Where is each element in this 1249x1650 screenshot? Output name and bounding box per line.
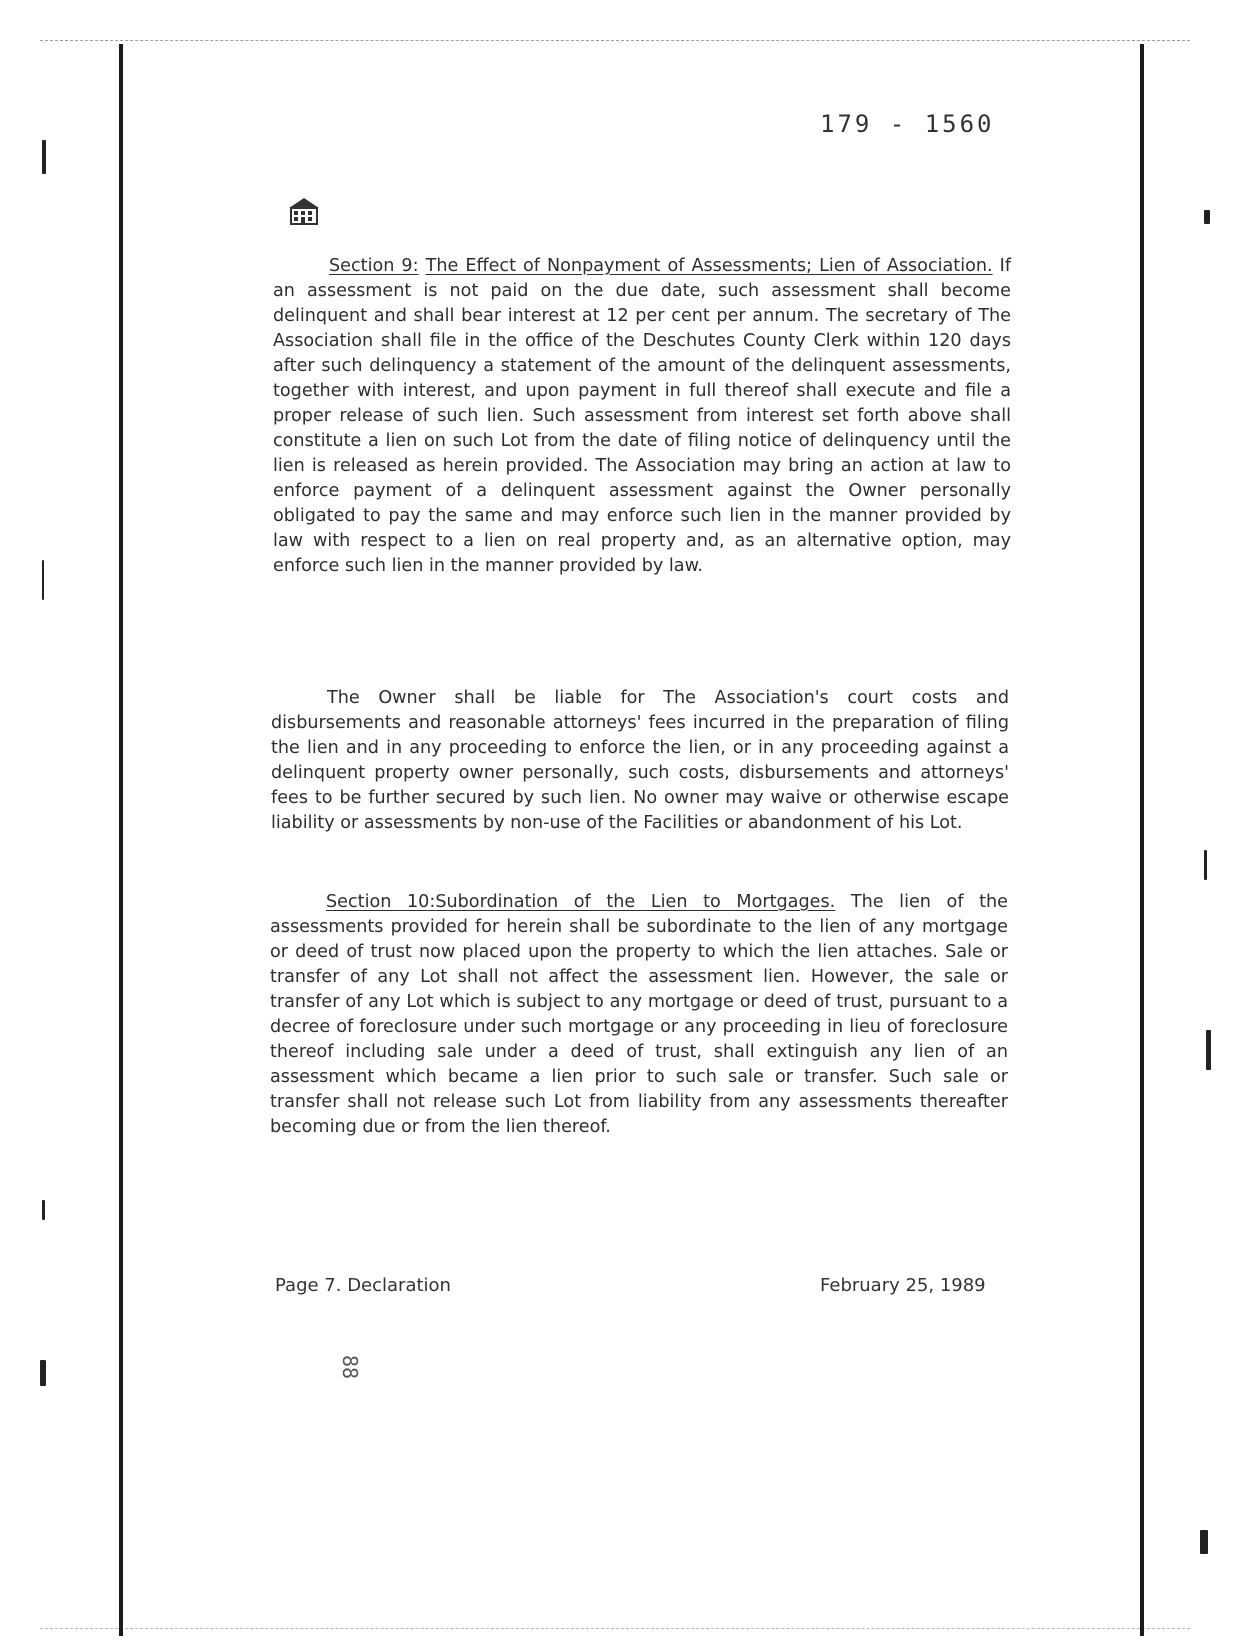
scan-speck [1204,210,1210,224]
section-9-paragraph [273,254,1011,579]
scan-speck [42,1200,45,1220]
scan-speck [42,140,46,174]
section-10-title: Subordination of the Lien to Mortgages. [435,892,836,912]
margin-mark: 88 [338,1354,363,1380]
section-10-paragraph [270,890,1008,1140]
scan-edge-top [40,40,1190,47]
footer-page-label: Page 7. Declaration [275,1275,451,1296]
house-icon [285,196,323,226]
footer-date: February 25, 1989 [820,1275,986,1296]
section-10-label: Section 10: [326,892,436,912]
owner-liability-paragraph: The Owner shall be liable for The Association's court costs and disbursements and reasonable attorneys' fees incurred in the preparation of filing the lien and in any proceeding to enforce the lien, or in any proceeding against a delinquent property owner personally, such costs, disbursements and attorneys' fees to be further secured by such lien. No owner may waive or otherwise escape liability or assessments by non-use of the Facilities or abandonment of his Lot. [271,688,1009,833]
right-scan-bar [1140,44,1144,1636]
scan-speck [1200,1530,1208,1554]
scan-speck [1206,1030,1211,1070]
scan-speck [40,1360,46,1386]
section-9-label: Section 9: [329,256,419,276]
section-9-body: If an assessment is not paid on the due date, such assessment shall become delinquent and shall bear interest at 12 per cent per annum. The secretary of The Association shall file in the office of the Deschutes County Clerk within 120 days after such delinquency a statement of the amount of the delinquent assessments, together with interest, and upon payment in full thereof shall execute and file a proper release of such lien. Such assessment from interest set forth above shall constitute a lien on such Lot from the date of filing notice of delinquency until the lien is released as herein provided. The Association may bring an action at law to enforce payment of a delinquent assessment against the Owner personally obligated to pay the same and may enforce such lien in the manner provided by law with respect to a lien on real property and, as an alternative option, may enforce such lien in the manner provided by law. [273,256,1012,576]
section-9-title: The Effect of Nonpayment of Assessments; Lien of Association. [425,256,993,276]
scan-edge-bottom [40,1628,1190,1633]
document-number: 179 - 1560 [820,110,995,138]
scan-speck [42,560,44,600]
scan-speck [1204,850,1207,880]
left-scan-bar [119,44,123,1636]
section-10-body: The lien of the assessments provided for herein shall be subordinate to the lien of any mortgage or deed of trust now placed upon the property to which the lien attaches. Sale or transfer of any Lot shall not affect the assessment lien. However, the sale or transfer of any Lot which is subject to any mortgage or deed of trust, pursuant to a decree of foreclosure under such mortgage or any proceeding in lieu of foreclosure thereof including sale under a deed of trust, shall extinguish any lien of an assessment which became a lien prior to such sale or transfer. Such sale or transfer shall not release such Lot from liability from any assessments thereafter becoming due or from the lien thereof. [270,892,1008,1137]
